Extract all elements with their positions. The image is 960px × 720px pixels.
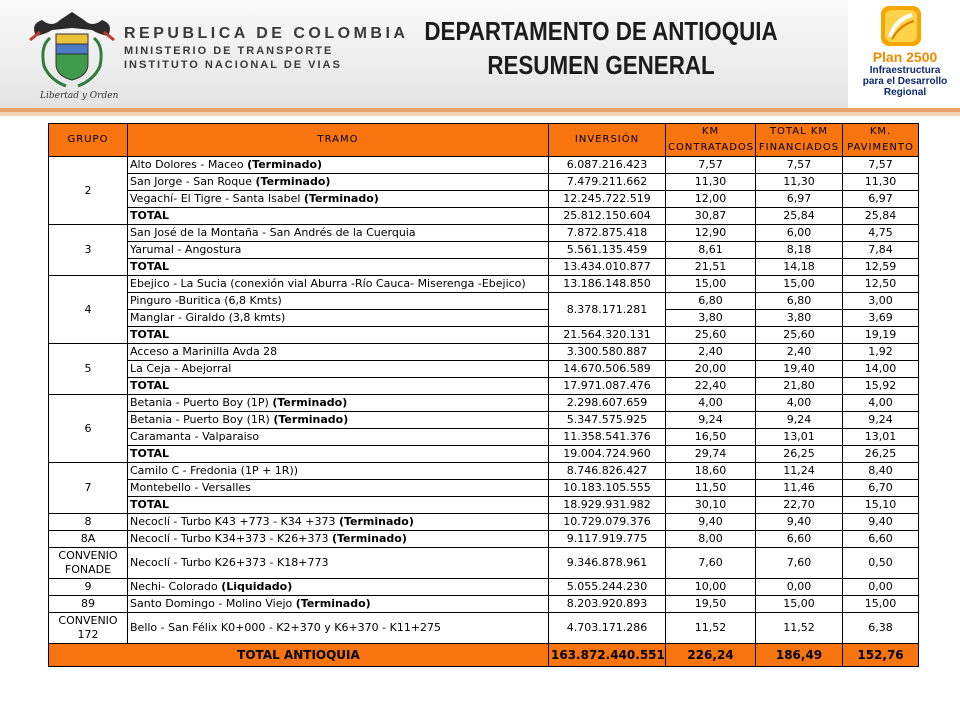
total-label: TOTAL xyxy=(130,447,170,460)
tramo-name: San José de la Montaña - San Andrés de la Cuerquia xyxy=(130,226,416,239)
km-contratados-cell: 9,24 xyxy=(666,412,756,429)
km-financiados-cell: 11,24 xyxy=(756,463,843,480)
tramo-cell xyxy=(128,531,549,548)
col-header-km-contratados-line1: KM xyxy=(701,126,720,137)
tramo-cell xyxy=(128,463,549,480)
km-contratados-cell: 7,60 xyxy=(666,548,756,579)
group-label: 89 xyxy=(81,597,95,610)
ministry-block xyxy=(124,24,408,72)
country-name: REPUBLICA DE COLOMBIA xyxy=(124,25,409,42)
tramo-name: Camilo C - Fredonia (1P + 1R)) xyxy=(130,464,299,477)
tramo-cell xyxy=(128,157,549,174)
grand-total-km-financiados: 186,49 xyxy=(756,644,843,667)
km-financiados-cell: 11,46 xyxy=(756,480,843,497)
tramo-name: Nechi- Colorado xyxy=(130,580,218,593)
tramo-cell xyxy=(128,579,549,596)
km-financiados-cell: 6,80 xyxy=(756,293,843,310)
km-contratados-cell: 12,90 xyxy=(666,225,756,242)
table-body xyxy=(49,157,919,644)
total-label: TOTAL xyxy=(130,498,170,511)
km-pavimento-cell: 15,00 xyxy=(843,596,919,613)
table-row xyxy=(49,174,919,191)
total-label: TOTAL xyxy=(130,379,170,392)
km-contratados-cell: 29,74 xyxy=(666,446,756,463)
inversion-cell: 10.729.079.376 xyxy=(549,514,666,531)
tramo-cell xyxy=(128,378,549,395)
tramo-cell xyxy=(128,429,549,446)
grand-total-row xyxy=(49,644,919,667)
km-pavimento-cell: 1,92 xyxy=(843,344,919,361)
km-pavimento-cell: 6,60 xyxy=(843,531,919,548)
km-pavimento-cell: 3,00 xyxy=(843,293,919,310)
plan-line-3: Regional xyxy=(883,87,927,98)
inversion-cell: 5.055.244.230 xyxy=(549,579,666,596)
table-row xyxy=(49,412,919,429)
km-pavimento-cell: 9,40 xyxy=(843,514,919,531)
km-contratados-cell: 12,00 xyxy=(666,191,756,208)
inversion-cell: 25.812.150.604 xyxy=(549,208,666,225)
group-label: 7 xyxy=(84,481,92,494)
tramo-cell xyxy=(128,191,549,208)
table-row xyxy=(49,579,919,596)
inversion-cell: 19.004.724.960 xyxy=(549,446,666,463)
km-contratados-cell: 7,57 xyxy=(666,157,756,174)
km-financiados-cell: 3,80 xyxy=(756,310,843,327)
tramo-name: Necoclí - Turbo K43 +773 - K34 +373 xyxy=(130,515,336,528)
plan-2500-icon xyxy=(878,3,924,49)
plan-2500-text xyxy=(850,50,960,98)
inversion-cell: 12.245.722.519 xyxy=(549,191,666,208)
km-contratados-cell: 2,40 xyxy=(666,344,756,361)
group-total-row xyxy=(49,208,919,225)
inversion-cell: 14.670.506.589 xyxy=(549,361,666,378)
table-row xyxy=(49,293,919,310)
km-pavimento-cell: 25,84 xyxy=(843,208,919,225)
inversion-cell: 17.971.087.476 xyxy=(549,378,666,395)
inversion-cell: 7.872.875.418 xyxy=(549,225,666,242)
tramo-name: Pinguro -Buritica (6,8 Kmts) xyxy=(130,294,282,307)
group-cell xyxy=(49,579,128,596)
km-contratados-cell: 8,61 xyxy=(666,242,756,259)
inversion-cell: 8.203.920.893 xyxy=(549,596,666,613)
group-total-row xyxy=(49,497,919,514)
tramo-cell xyxy=(128,259,549,276)
km-contratados-cell: 10,00 xyxy=(666,579,756,596)
km-contratados-cell: 30,10 xyxy=(666,497,756,514)
table-row xyxy=(49,191,919,208)
km-financiados-cell: 6,00 xyxy=(756,225,843,242)
motto: Libertad y Orden xyxy=(40,91,119,101)
group-cell xyxy=(49,157,128,225)
col-header-km-contratados xyxy=(666,124,756,157)
inversion-cell: 18.929.931.982 xyxy=(549,497,666,514)
km-contratados-cell: 11,52 xyxy=(666,613,756,644)
group-cell xyxy=(49,225,128,276)
km-financiados-cell: 7,57 xyxy=(756,157,843,174)
table-row xyxy=(49,361,919,378)
status-label: (Terminado) xyxy=(331,532,407,545)
col-header-km-contratados-line2: CONTRATADOS xyxy=(668,142,755,153)
group-cell xyxy=(49,344,128,395)
table-row xyxy=(49,613,919,644)
group-label: 6 xyxy=(84,421,92,435)
km-financiados-cell: 9,40 xyxy=(756,514,843,531)
inversion-cell: 8.378.171.281 xyxy=(549,293,666,327)
col-header-km-pavimento-line1: KM. xyxy=(869,126,892,137)
tramo-cell xyxy=(128,596,549,613)
table-row xyxy=(49,395,919,412)
inversion-cell: 5.561.135.459 xyxy=(549,242,666,259)
inversion-cell: 7.479.211.662 xyxy=(549,174,666,191)
inversion-cell: 9.346.878.961 xyxy=(549,548,666,579)
col-header-tramo: TRAMO xyxy=(128,124,549,157)
summary-table xyxy=(48,123,919,667)
plan-line-2: para el Desarrollo xyxy=(862,76,948,87)
group-label: CONVENIO 172 xyxy=(58,614,118,641)
km-financiados-cell: 0,00 xyxy=(756,579,843,596)
tramo-cell xyxy=(128,361,549,378)
km-financiados-cell: 7,60 xyxy=(756,548,843,579)
tramo-cell xyxy=(128,613,549,644)
group-label: 9 xyxy=(84,580,92,593)
tramo-name: Caramanta - Valparaiso xyxy=(130,430,260,443)
coat-of-arms-icon xyxy=(26,6,118,104)
table-row xyxy=(49,276,919,293)
tramo-name: Manglar - Giraldo (3,8 kmts) xyxy=(130,311,286,324)
km-pavimento-cell: 4,75 xyxy=(843,225,919,242)
plan-name: Plan 2500 xyxy=(872,49,938,65)
total-label: TOTAL xyxy=(130,328,170,341)
km-contratados-cell: 4,00 xyxy=(666,395,756,412)
km-financiados-cell: 22,70 xyxy=(756,497,843,514)
tramo-name: Montebello - Versalles xyxy=(130,481,251,494)
group-label: CONVENIO FONADE xyxy=(58,549,118,576)
group-cell xyxy=(49,463,128,514)
km-contratados-cell: 11,50 xyxy=(666,480,756,497)
km-financiados-cell: 15,00 xyxy=(756,596,843,613)
tramo-cell xyxy=(128,395,549,412)
km-contratados-cell: 22,40 xyxy=(666,378,756,395)
km-pavimento-cell: 4,00 xyxy=(843,395,919,412)
tramo-name: Bello - San Félix K0+000 - K2+370 y K6+370 - K11+275 xyxy=(130,621,442,634)
km-financiados-cell: 19,40 xyxy=(756,361,843,378)
inversion-cell: 13.186.148.850 xyxy=(549,276,666,293)
title-line-2: RESUMEN GENERAL xyxy=(487,50,715,80)
grand-total-label: TOTAL ANTIOQUIA xyxy=(49,644,549,667)
km-financiados-cell: 8,18 xyxy=(756,242,843,259)
header-divider-light xyxy=(0,112,960,116)
table-row xyxy=(49,480,919,497)
tramo-name: San Jorge - San Roque xyxy=(130,175,252,188)
status-label: (Terminado) xyxy=(255,175,331,188)
tramo-name: Betania - Puerto Boy (1R) xyxy=(130,413,270,426)
km-financiados-cell: 4,00 xyxy=(756,395,843,412)
title-line-1: DEPARTAMENTO DE ANTIOQUIA xyxy=(424,16,778,46)
km-pavimento-cell: 26,25 xyxy=(843,446,919,463)
inversion-cell: 5.347.575.925 xyxy=(549,412,666,429)
tramo-cell xyxy=(128,344,549,361)
group-total-row xyxy=(49,378,919,395)
tramo-name: La Ceja - Abejorral xyxy=(130,362,232,375)
km-contratados-cell: 20,00 xyxy=(666,361,756,378)
km-pavimento-cell: 15,10 xyxy=(843,497,919,514)
table-row xyxy=(49,429,919,446)
table-row xyxy=(49,225,919,242)
km-pavimento-cell: 0,00 xyxy=(843,579,919,596)
inversion-cell: 21.564.320.131 xyxy=(549,327,666,344)
tramo-cell xyxy=(128,497,549,514)
grand-total-km-pavimento: 152,76 xyxy=(843,644,919,667)
tramo-name: Betania - Puerto Boy (1P) xyxy=(130,396,269,409)
tramo-name: Necoclí - Turbo K34+373 - K26+373 xyxy=(130,532,329,545)
table-row xyxy=(49,531,919,548)
km-pavimento-cell: 7,84 xyxy=(843,242,919,259)
group-cell xyxy=(49,276,128,344)
inversion-cell: 10.183.105.555 xyxy=(549,480,666,497)
grand-total-inversion: 163.872.440.551 xyxy=(549,644,666,667)
km-pavimento-cell: 9,24 xyxy=(843,412,919,429)
total-label: TOTAL xyxy=(130,260,170,273)
status-label: (Terminado) xyxy=(295,597,371,610)
km-contratados-cell: 11,30 xyxy=(666,174,756,191)
col-header-km-pavimento xyxy=(843,124,919,157)
km-financiados-cell: 26,25 xyxy=(756,446,843,463)
km-contratados-cell: 3,80 xyxy=(666,310,756,327)
tramo-cell xyxy=(128,548,549,579)
table-row xyxy=(49,344,919,361)
km-pavimento-cell: 15,92 xyxy=(843,378,919,395)
page-title xyxy=(372,14,830,82)
tramo-cell xyxy=(128,514,549,531)
plan-2500-logo xyxy=(848,0,960,108)
km-pavimento-cell: 8,40 xyxy=(843,463,919,480)
km-pavimento-cell: 6,97 xyxy=(843,191,919,208)
km-financiados-cell: 11,52 xyxy=(756,613,843,644)
km-pavimento-cell: 11,30 xyxy=(843,174,919,191)
inversion-cell: 9.117.919.775 xyxy=(549,531,666,548)
km-pavimento-cell: 19,19 xyxy=(843,327,919,344)
plan-line-1: Infraestructura xyxy=(869,65,941,76)
km-pavimento-cell: 12,59 xyxy=(843,259,919,276)
tramo-name: Yarumal - Angostura xyxy=(130,243,242,256)
status-label: (Terminado) xyxy=(273,413,349,426)
tramo-cell xyxy=(128,225,549,242)
tramo-cell xyxy=(128,310,549,327)
group-total-row xyxy=(49,327,919,344)
km-pavimento-cell: 13,01 xyxy=(843,429,919,446)
group-cell xyxy=(49,514,128,531)
km-financiados-cell: 25,60 xyxy=(756,327,843,344)
km-contratados-cell: 6,80 xyxy=(666,293,756,310)
km-pavimento-cell: 0,50 xyxy=(843,548,919,579)
table-row xyxy=(49,463,919,480)
km-financiados-cell: 6,97 xyxy=(756,191,843,208)
km-pavimento-cell: 3,69 xyxy=(843,310,919,327)
group-total-row xyxy=(49,259,919,276)
inversion-cell: 6.087.216.423 xyxy=(549,157,666,174)
inversion-cell: 11.358.541.376 xyxy=(549,429,666,446)
tramo-cell xyxy=(128,446,549,463)
group-label: 3 xyxy=(84,243,92,256)
status-label: (Terminado) xyxy=(303,192,379,205)
tramo-name: Ebejico - La Sucia (conexión vial Aburra -Río Cauca- Miserenga -Ebejico) xyxy=(130,277,526,290)
institute-name: INSTITUTO NACIONAL DE VIAS xyxy=(124,59,342,71)
km-pavimento-cell: 12,50 xyxy=(843,276,919,293)
table-row xyxy=(49,548,919,579)
col-header-km-pavimento-line2: PAVIMENTO xyxy=(847,142,914,153)
km-pavimento-cell: 14,00 xyxy=(843,361,919,378)
group-cell xyxy=(49,531,128,548)
inversion-cell: 13.434.010.877 xyxy=(549,259,666,276)
tramo-cell xyxy=(128,174,549,191)
tramo-cell xyxy=(128,208,549,225)
tramo-name: Acceso a Marinilla Avda 28 xyxy=(130,345,278,358)
page-header xyxy=(0,0,960,108)
table-row xyxy=(49,514,919,531)
km-contratados-cell: 30,87 xyxy=(666,208,756,225)
group-label: 5 xyxy=(84,362,92,375)
km-pavimento-cell: 6,38 xyxy=(843,613,919,644)
inversion-cell: 2.298.607.659 xyxy=(549,395,666,412)
tramo-cell xyxy=(128,480,549,497)
table-header-row xyxy=(49,124,919,157)
km-financiados-cell: 15,00 xyxy=(756,276,843,293)
km-contratados-cell: 15,00 xyxy=(666,276,756,293)
tramo-cell xyxy=(128,293,549,310)
col-header-km-financiados-line2: FINANCIADOS xyxy=(758,142,840,153)
km-pavimento-cell: 6,70 xyxy=(843,480,919,497)
table-row xyxy=(49,242,919,259)
group-label: 8A xyxy=(80,532,96,545)
group-label: 8 xyxy=(84,515,92,528)
inversion-cell: 8.746.826.427 xyxy=(549,463,666,480)
tramo-cell xyxy=(128,242,549,259)
status-label: (Liquidado) xyxy=(221,580,293,593)
km-financiados-cell: 14,18 xyxy=(756,259,843,276)
ministry-name: MINISTERIO DE TRANSPORTE xyxy=(124,45,334,57)
km-contratados-cell: 19,50 xyxy=(666,596,756,613)
group-cell xyxy=(49,596,128,613)
km-financiados-cell: 11,30 xyxy=(756,174,843,191)
group-cell xyxy=(49,395,128,463)
tramo-name: Vegachí- El Tigre - Santa Isabel xyxy=(130,192,301,205)
km-contratados-cell: 21,51 xyxy=(666,259,756,276)
status-label: (Terminado) xyxy=(247,158,323,171)
km-financiados-cell: 6,60 xyxy=(756,531,843,548)
km-financiados-cell: 25,84 xyxy=(756,208,843,225)
km-contratados-cell: 9,40 xyxy=(666,514,756,531)
table-row xyxy=(49,310,919,327)
tramo-cell xyxy=(128,276,549,293)
total-label: TOTAL xyxy=(130,209,170,222)
col-header-inversion: INVERSIÓN xyxy=(549,124,666,157)
table-row xyxy=(49,596,919,613)
inversion-cell: 3.300.580.887 xyxy=(549,344,666,361)
km-contratados-cell: 18,60 xyxy=(666,463,756,480)
km-financiados-cell: 9,24 xyxy=(756,412,843,429)
tramo-cell xyxy=(128,327,549,344)
tramo-name: Santo Domingo - Molino Viejo xyxy=(130,597,293,610)
group-total-row xyxy=(49,446,919,463)
tramo-name: Necoclí - Turbo K26+373 - K18+773 xyxy=(130,556,329,569)
status-label: (Terminado) xyxy=(338,515,414,528)
inversion-cell: 4.703.171.286 xyxy=(549,613,666,644)
group-cell xyxy=(49,613,128,644)
tramo-cell xyxy=(128,412,549,429)
km-contratados-cell: 16,50 xyxy=(666,429,756,446)
km-financiados-cell: 13,01 xyxy=(756,429,843,446)
status-label: (Terminado) xyxy=(272,396,348,409)
col-header-km-financiados xyxy=(756,124,843,157)
grand-total-km-contratados: 226,24 xyxy=(666,644,756,667)
km-contratados-cell: 25,60 xyxy=(666,327,756,344)
km-financiados-cell: 21,80 xyxy=(756,378,843,395)
km-contratados-cell: 8,00 xyxy=(666,531,756,548)
table-row xyxy=(49,157,919,174)
tramo-name: Alto Dolores - Maceo xyxy=(130,158,244,171)
km-pavimento-cell: 7,57 xyxy=(843,157,919,174)
km-financiados-cell: 2,40 xyxy=(756,344,843,361)
group-cell xyxy=(49,548,128,579)
col-header-km-financiados-line1: TOTAL KM xyxy=(769,126,829,137)
group-label: 2 xyxy=(84,183,92,197)
col-header-grupo: GRUPO xyxy=(49,124,128,157)
group-label: 4 xyxy=(84,302,92,316)
